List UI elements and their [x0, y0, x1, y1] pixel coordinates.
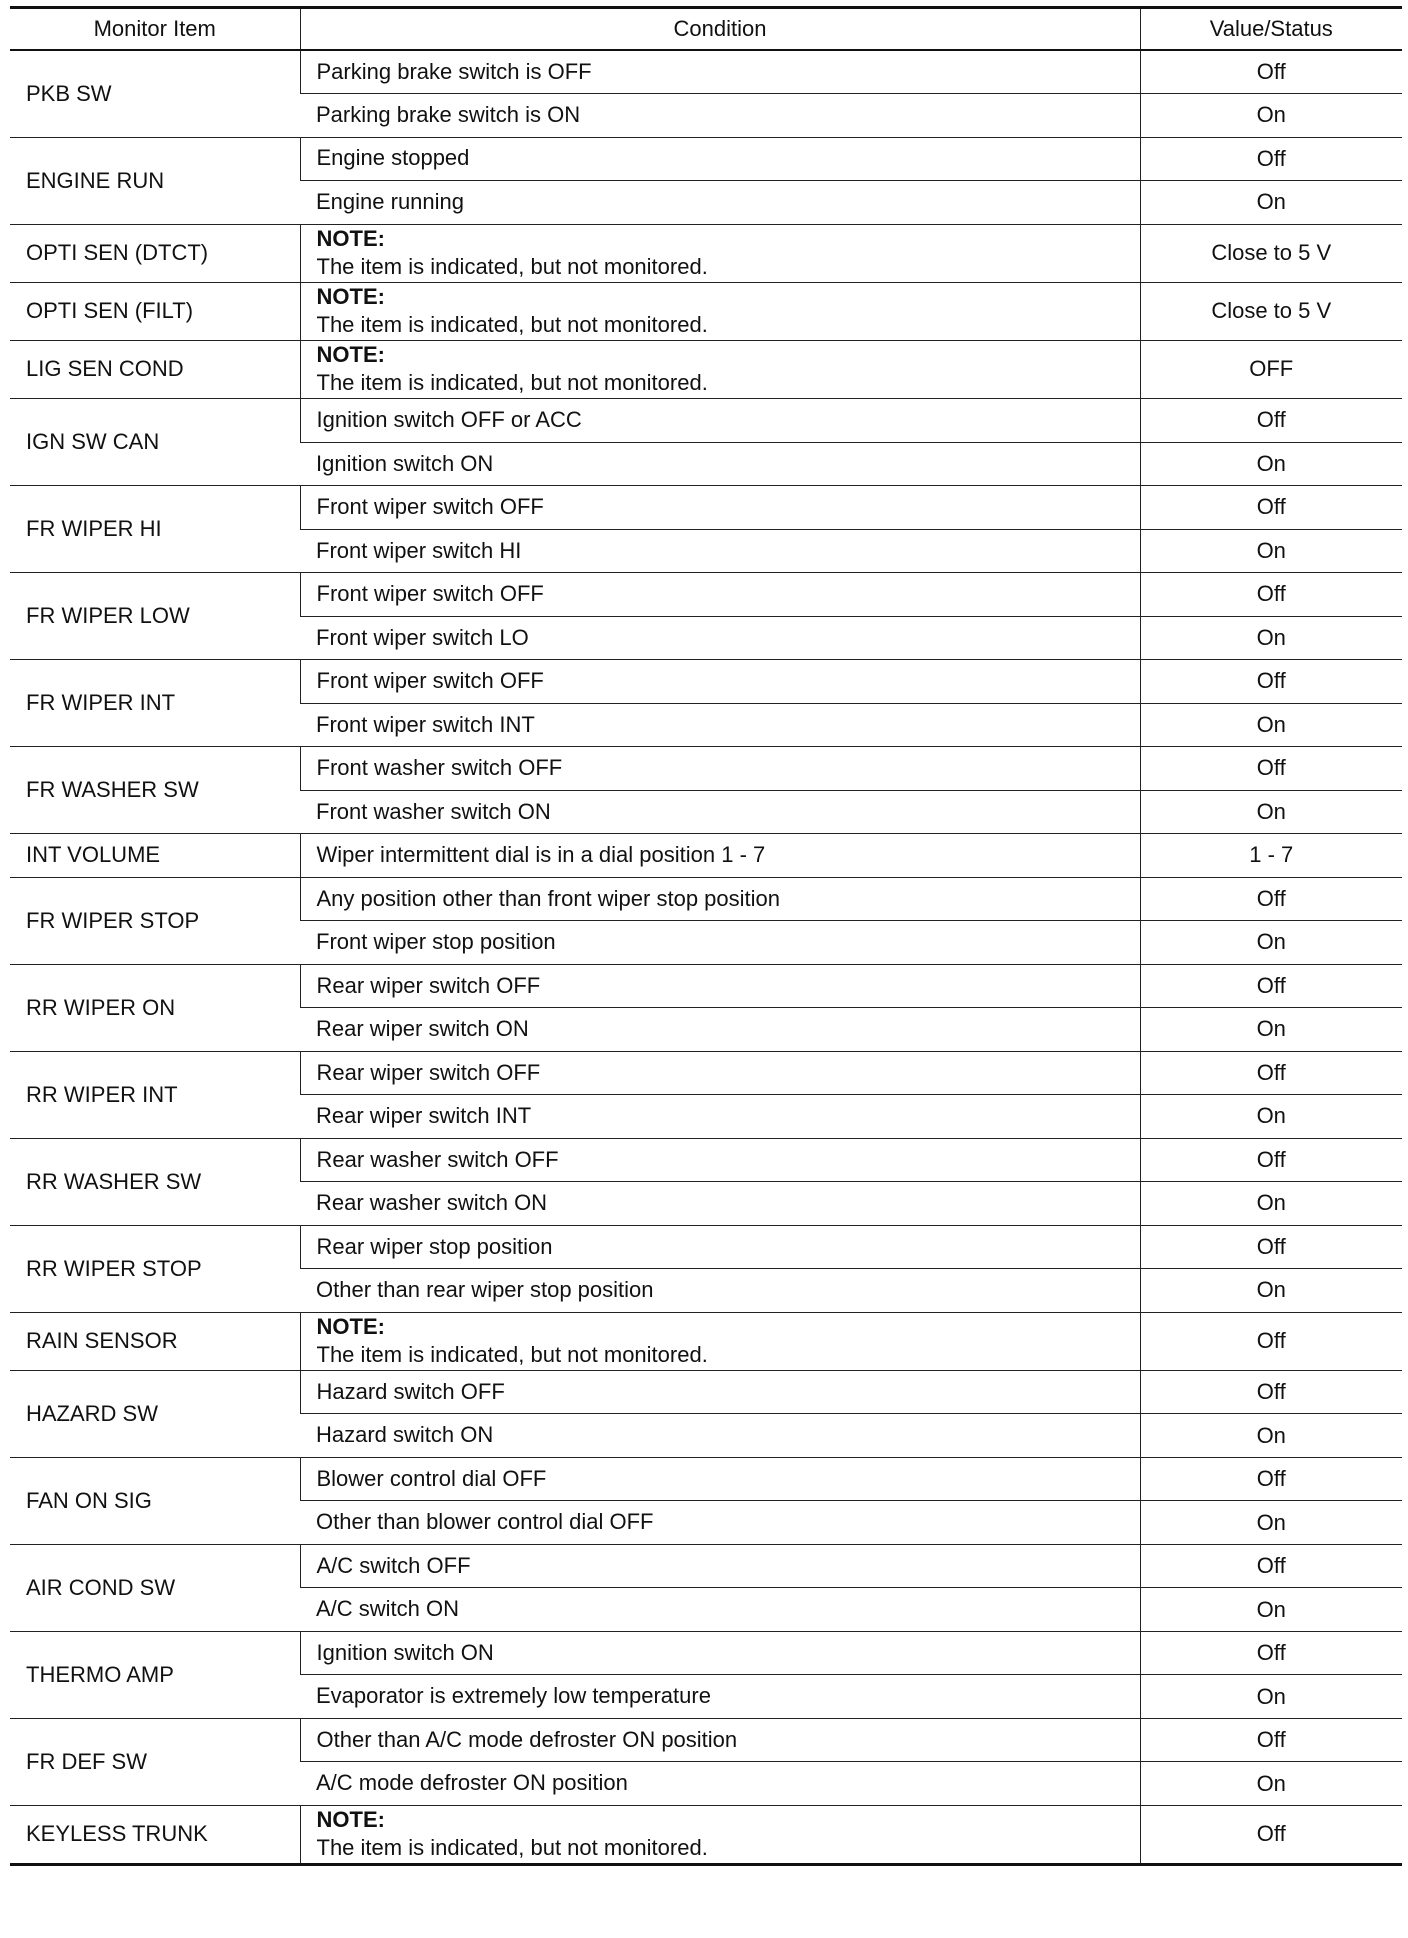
condition-cell: Parking brake switch is ON	[300, 94, 1140, 138]
value-status-cell: Off	[1140, 1225, 1402, 1269]
condition-cell: Wiper intermittent dial is in a dial position 1 - 7	[300, 834, 1140, 878]
condition-cell: Front washer switch OFF	[300, 747, 1140, 791]
condition-cell: Rear wiper switch OFF	[300, 1051, 1140, 1095]
monitor-item-cell: FAN ON SIG	[10, 1457, 300, 1544]
table-row	[10, 573, 1402, 617]
condition-cell: Other than A/C mode defroster ON position	[300, 1718, 1140, 1762]
condition-cell	[300, 1312, 1140, 1370]
value-status-cell: On	[1140, 1501, 1402, 1545]
value-status-cell: On	[1140, 1762, 1402, 1806]
table-row	[10, 1225, 1402, 1269]
header-monitor-item: Monitor Item	[10, 8, 300, 51]
monitor-item-cell: FR WASHER SW	[10, 747, 300, 834]
table-row	[10, 660, 1402, 704]
condition-cell: Rear washer switch OFF	[300, 1138, 1140, 1182]
table-body	[10, 50, 1402, 1864]
monitor-item-cell: PKB SW	[10, 50, 300, 137]
value-status-cell: On	[1140, 703, 1402, 747]
table-row	[10, 1544, 1402, 1588]
monitor-item-cell: ENGINE RUN	[10, 137, 300, 224]
table-row	[10, 340, 1402, 398]
table-row	[10, 1370, 1402, 1414]
note-text: The item is indicated, but not monitored.	[316, 1342, 708, 1368]
table-row	[10, 964, 1402, 1008]
table-row	[10, 1631, 1402, 1675]
value-status-cell: On	[1140, 181, 1402, 225]
condition-cell: Rear wiper switch INT	[300, 1095, 1140, 1139]
value-status-cell: Off	[1140, 1457, 1402, 1501]
monitor-table-wrapper	[10, 6, 1402, 1866]
value-status-cell: Off	[1140, 1718, 1402, 1762]
condition-cell: Rear wiper switch OFF	[300, 964, 1140, 1008]
value-status-cell: Off	[1140, 1138, 1402, 1182]
monitor-item-cell: LIG SEN COND	[10, 340, 300, 398]
condition-cell: Rear wiper switch ON	[300, 1008, 1140, 1052]
condition-cell: Front washer switch ON	[300, 790, 1140, 834]
monitor-item-cell: RR WIPER STOP	[10, 1225, 300, 1312]
value-status-cell: OFF	[1140, 340, 1402, 398]
note-text: The item is indicated, but not monitored.	[316, 312, 708, 338]
table-row	[10, 1312, 1402, 1370]
condition-cell: Front wiper switch OFF	[300, 660, 1140, 704]
value-status-cell: On	[1140, 616, 1402, 660]
table-row	[10, 1718, 1402, 1762]
table-row	[10, 137, 1402, 181]
condition-cell: A/C switch ON	[300, 1588, 1140, 1632]
note-label: NOTE:	[316, 1806, 385, 1832]
value-status-cell: On	[1140, 1414, 1402, 1458]
monitor-item-cell: RR WIPER INT	[10, 1051, 300, 1138]
value-status-cell: On	[1140, 921, 1402, 965]
table-row	[10, 1051, 1402, 1095]
monitor-table	[10, 6, 1402, 1866]
condition-cell	[300, 282, 1140, 340]
value-status-cell: 1 - 7	[1140, 834, 1402, 878]
header-row	[10, 8, 1402, 51]
monitor-item-cell: RAIN SENSOR	[10, 1312, 300, 1370]
condition-cell: Ignition switch OFF or ACC	[300, 399, 1140, 443]
value-status-cell: Off	[1140, 50, 1402, 94]
value-status-cell: On	[1140, 1269, 1402, 1313]
value-status-cell: On	[1140, 1182, 1402, 1226]
value-status-cell: Off	[1140, 1631, 1402, 1675]
value-status-cell: On	[1140, 1095, 1402, 1139]
monitor-item-cell: OPTI SEN (DTCT)	[10, 224, 300, 282]
note-text: The item is indicated, but not monitored.	[316, 1835, 708, 1861]
value-status-cell: Off	[1140, 1051, 1402, 1095]
monitor-item-cell: THERMO AMP	[10, 1631, 300, 1718]
condition-cell: Engine stopped	[300, 137, 1140, 181]
note-text: The item is indicated, but not monitored.	[316, 370, 708, 396]
value-status-cell: Off	[1140, 1544, 1402, 1588]
condition-cell: Rear washer switch ON	[300, 1182, 1140, 1226]
monitor-item-cell: FR WIPER INT	[10, 660, 300, 747]
value-status-cell: Close to 5 V	[1140, 224, 1402, 282]
value-status-cell: Off	[1140, 877, 1402, 921]
condition-cell: Front wiper switch LO	[300, 616, 1140, 660]
note-label: NOTE:	[316, 283, 385, 309]
monitor-item-cell: OPTI SEN (FILT)	[10, 282, 300, 340]
note-label: NOTE:	[316, 225, 385, 251]
value-status-cell: On	[1140, 442, 1402, 486]
note-label: NOTE:	[316, 1313, 385, 1339]
condition-cell: Ignition switch ON	[300, 1631, 1140, 1675]
header-value-status: Value/Status	[1140, 8, 1402, 51]
condition-cell: Rear wiper stop position	[300, 1225, 1140, 1269]
condition-cell: Parking brake switch is OFF	[300, 50, 1140, 94]
header-condition: Condition	[300, 8, 1140, 51]
table-row	[10, 282, 1402, 340]
value-status-cell: Close to 5 V	[1140, 282, 1402, 340]
monitor-item-cell: INT VOLUME	[10, 834, 300, 878]
condition-cell: Front wiper switch HI	[300, 529, 1140, 573]
condition-cell: Engine running	[300, 181, 1140, 225]
table-row	[10, 1457, 1402, 1501]
value-status-cell: Off	[1140, 399, 1402, 443]
table-row	[10, 224, 1402, 282]
condition-cell	[300, 340, 1140, 398]
value-status-cell: Off	[1140, 964, 1402, 1008]
condition-cell: Hazard switch ON	[300, 1414, 1140, 1458]
condition-cell: Other than rear wiper stop position	[300, 1269, 1140, 1313]
table-row	[10, 747, 1402, 791]
monitor-item-cell: RR WASHER SW	[10, 1138, 300, 1225]
table-row	[10, 1138, 1402, 1182]
table-row	[10, 834, 1402, 878]
monitor-item-cell: FR DEF SW	[10, 1718, 300, 1805]
condition-cell: Blower control dial OFF	[300, 1457, 1140, 1501]
value-status-cell: On	[1140, 1675, 1402, 1719]
value-status-cell: Off	[1140, 660, 1402, 704]
condition-cell	[300, 1805, 1140, 1864]
condition-cell: Hazard switch OFF	[300, 1370, 1140, 1414]
table-row	[10, 399, 1402, 443]
condition-cell	[300, 224, 1140, 282]
value-status-cell: Off	[1140, 573, 1402, 617]
value-status-cell: On	[1140, 94, 1402, 138]
value-status-cell: On	[1140, 1588, 1402, 1632]
condition-cell: Ignition switch ON	[300, 442, 1140, 486]
monitor-item-cell: FR WIPER LOW	[10, 573, 300, 660]
note-text: The item is indicated, but not monitored.	[316, 254, 708, 280]
condition-cell: Other than blower control dial OFF	[300, 1501, 1140, 1545]
condition-cell: A/C switch OFF	[300, 1544, 1140, 1588]
note-label: NOTE:	[316, 341, 385, 367]
monitor-item-cell: HAZARD SW	[10, 1370, 300, 1457]
table-row	[10, 877, 1402, 921]
condition-cell: Front wiper switch OFF	[300, 573, 1140, 617]
condition-cell: A/C mode defroster ON position	[300, 1762, 1140, 1806]
monitor-item-cell: RR WIPER ON	[10, 964, 300, 1051]
table-row	[10, 1805, 1402, 1864]
condition-cell: Front wiper switch INT	[300, 703, 1140, 747]
value-status-cell: Off	[1140, 1805, 1402, 1864]
value-status-cell: Off	[1140, 747, 1402, 791]
table-row	[10, 486, 1402, 530]
condition-cell: Front wiper switch OFF	[300, 486, 1140, 530]
monitor-item-cell: AIR COND SW	[10, 1544, 300, 1631]
value-status-cell: On	[1140, 1008, 1402, 1052]
condition-cell: Any position other than front wiper stop position	[300, 877, 1140, 921]
monitor-item-cell: FR WIPER STOP	[10, 877, 300, 964]
value-status-cell: On	[1140, 790, 1402, 834]
monitor-item-cell: KEYLESS TRUNK	[10, 1805, 300, 1864]
value-status-cell: Off	[1140, 1370, 1402, 1414]
value-status-cell: Off	[1140, 137, 1402, 181]
value-status-cell: On	[1140, 529, 1402, 573]
condition-cell: Front wiper stop position	[300, 921, 1140, 965]
condition-cell: Evaporator is extremely low temperature	[300, 1675, 1140, 1719]
monitor-item-cell: IGN SW CAN	[10, 399, 300, 486]
monitor-item-cell: FR WIPER HI	[10, 486, 300, 573]
value-status-cell: Off	[1140, 486, 1402, 530]
table-row	[10, 50, 1402, 94]
value-status-cell: Off	[1140, 1312, 1402, 1370]
